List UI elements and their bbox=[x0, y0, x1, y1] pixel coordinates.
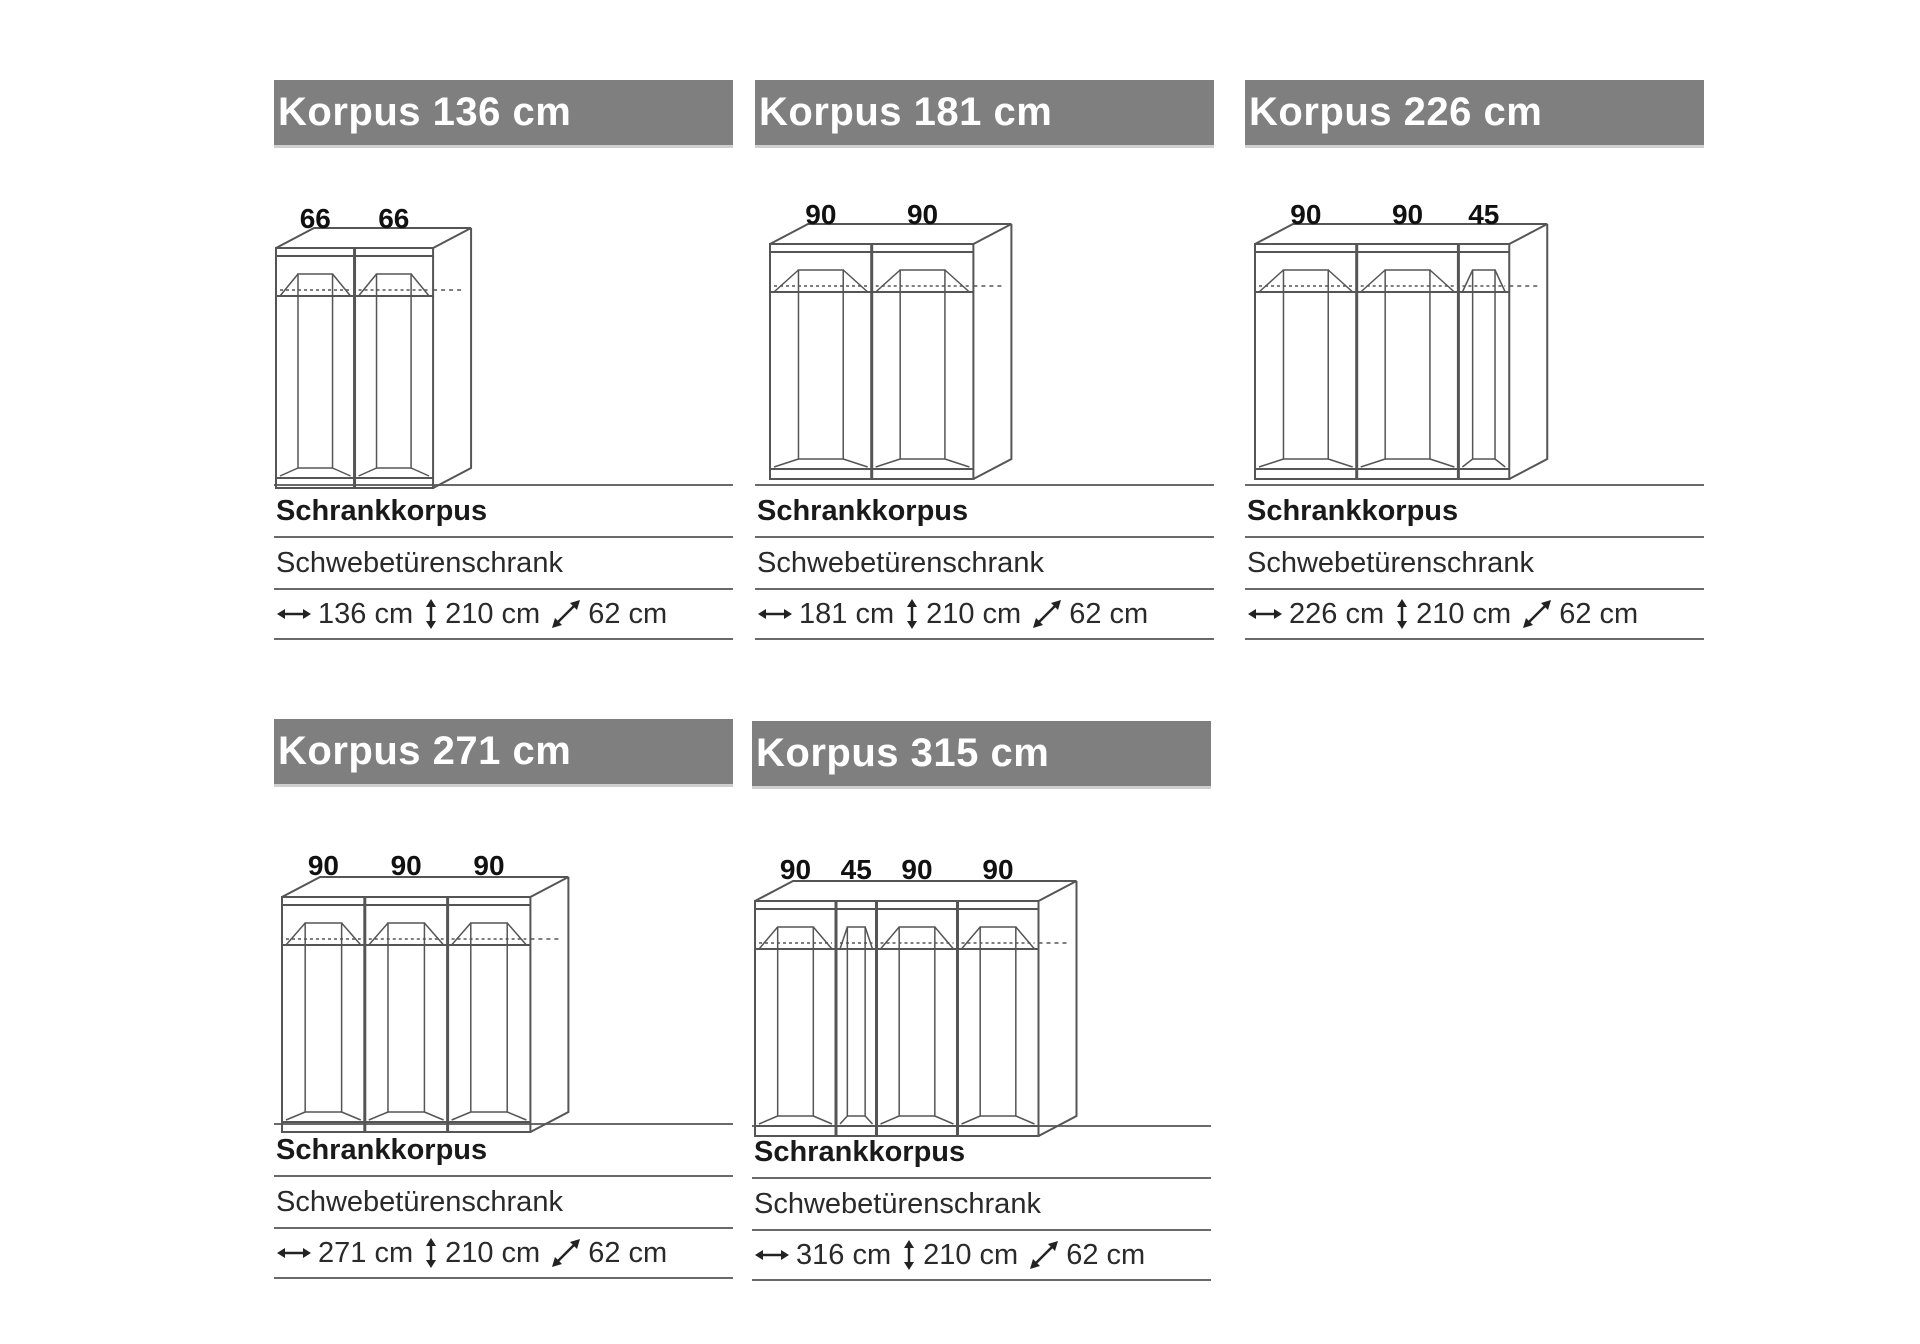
card-korpus-226 bbox=[1245, 80, 1704, 640]
cabinet-side bbox=[1039, 881, 1077, 1136]
info-row-dimensions bbox=[1245, 588, 1704, 640]
product-type: Schwebetürenschrank bbox=[276, 546, 563, 579]
card-title: Korpus 315 cm bbox=[756, 731, 1050, 775]
door-width-label: 90 bbox=[390, 850, 422, 881]
arrow-vertical-icon bbox=[423, 598, 439, 630]
info-row-dimensions bbox=[274, 588, 733, 640]
compartment bbox=[958, 901, 1035, 1136]
wardrobe-svg bbox=[274, 148, 734, 484]
compartment bbox=[448, 897, 527, 1132]
card-header bbox=[755, 80, 1214, 148]
height-value: 210 cm bbox=[923, 1238, 1019, 1271]
door-width-label: 90 bbox=[906, 199, 939, 230]
arrow-diagonal-icon bbox=[1028, 1239, 1060, 1271]
compartment bbox=[280, 274, 351, 476]
card-header bbox=[1245, 80, 1704, 148]
product-type: Schwebetürenschrank bbox=[757, 546, 1044, 579]
info-row-type bbox=[752, 1177, 1211, 1229]
card-header bbox=[274, 719, 733, 787]
wardrobe-svg bbox=[274, 787, 734, 1123]
arrow-horizontal-icon bbox=[1247, 604, 1283, 624]
info-row-dimensions bbox=[274, 1227, 733, 1279]
arrow-vertical-icon bbox=[423, 1237, 439, 1269]
cabinet-side bbox=[530, 877, 568, 1132]
depth-value: 62 cm bbox=[1066, 1238, 1146, 1271]
product-type: Schwebetürenschrank bbox=[276, 1185, 563, 1218]
info-row-dimensions bbox=[752, 1229, 1211, 1281]
dimensions bbox=[1245, 598, 1642, 631]
compartment bbox=[759, 927, 832, 1124]
wardrobe-svg bbox=[1245, 148, 1705, 484]
card-title: Korpus 226 cm bbox=[1249, 90, 1543, 134]
depth-value: 62 cm bbox=[1559, 597, 1639, 630]
door-width-label: 90 bbox=[1391, 199, 1424, 230]
arrow-diagonal-icon bbox=[550, 598, 582, 630]
door-width-label: 66 bbox=[299, 203, 331, 234]
wardrobe-svg bbox=[755, 148, 1215, 484]
wardrobe-drawing bbox=[755, 148, 1214, 484]
arrow-diagonal-icon bbox=[550, 1237, 582, 1269]
depth-value: 62 cm bbox=[588, 597, 668, 630]
card-korpus-181 bbox=[755, 80, 1214, 640]
height-value: 210 cm bbox=[1416, 597, 1512, 630]
arrow-horizontal-icon bbox=[276, 1243, 312, 1263]
product-name: Schrankkorpus bbox=[1247, 494, 1459, 527]
compartment bbox=[1357, 244, 1455, 479]
door-width-label: 90 bbox=[779, 854, 812, 885]
card-header bbox=[274, 80, 733, 148]
dimensions bbox=[752, 1239, 1149, 1272]
cabinet-front bbox=[282, 897, 530, 1132]
arrow-diagonal-icon bbox=[1031, 598, 1063, 630]
compartment bbox=[877, 901, 954, 1136]
door-width-label: 90 bbox=[1290, 199, 1322, 230]
compartment bbox=[836, 901, 873, 1136]
depth-value: 62 cm bbox=[588, 1236, 668, 1269]
height-value: 210 cm bbox=[445, 1236, 541, 1269]
door-width-label: 90 bbox=[901, 854, 933, 885]
dimensions bbox=[274, 1237, 671, 1270]
arrow-vertical-icon bbox=[904, 598, 920, 630]
depth-value: 62 cm bbox=[1069, 597, 1149, 630]
wardrobe-drawing bbox=[1245, 148, 1704, 484]
product-type: Schwebetürenschrank bbox=[1247, 546, 1534, 579]
card-title: Korpus 271 cm bbox=[278, 729, 572, 773]
cabinet-front bbox=[1255, 244, 1509, 479]
dimensions bbox=[755, 598, 1152, 631]
door-width-label: 90 bbox=[307, 850, 339, 881]
cabinet-side bbox=[973, 224, 1011, 479]
card-title: Korpus 181 cm bbox=[759, 90, 1053, 134]
dimensions bbox=[274, 598, 671, 631]
wardrobe-drawing bbox=[274, 148, 733, 484]
arrow-diagonal-icon bbox=[1521, 598, 1553, 630]
card-korpus-315 bbox=[752, 721, 1211, 1281]
arrow-vertical-icon bbox=[901, 1239, 917, 1271]
compartment bbox=[774, 270, 868, 467]
product-name: Schrankkorpus bbox=[276, 494, 488, 527]
compartment bbox=[872, 244, 970, 479]
product-name: Schrankkorpus bbox=[276, 1133, 488, 1166]
info-row-name bbox=[752, 1125, 1211, 1177]
arrow-vertical-icon bbox=[1394, 598, 1410, 630]
door-width-label: 90 bbox=[473, 850, 505, 881]
info-row-type bbox=[755, 536, 1214, 588]
door-width-label: 90 bbox=[982, 854, 1014, 885]
info-row-type bbox=[274, 1175, 733, 1227]
card-title: Korpus 136 cm bbox=[278, 90, 572, 134]
info-row-name bbox=[274, 484, 733, 536]
info-row-type bbox=[1245, 536, 1704, 588]
info-row-name bbox=[755, 484, 1214, 536]
door-width-label: 66 bbox=[378, 203, 410, 234]
height-value: 210 cm bbox=[926, 597, 1022, 630]
compartment bbox=[286, 923, 361, 1120]
door-width-label: 90 bbox=[805, 199, 837, 230]
cabinet-side bbox=[1509, 224, 1547, 479]
card-korpus-136 bbox=[274, 80, 733, 640]
height-value: 210 cm bbox=[445, 597, 541, 630]
arrow-horizontal-icon bbox=[754, 1245, 790, 1265]
card-header bbox=[752, 721, 1211, 789]
width-value: 316 cm bbox=[796, 1238, 892, 1271]
arrow-horizontal-icon bbox=[757, 604, 793, 624]
wardrobe-drawing bbox=[752, 789, 1211, 1125]
wardrobe-drawing bbox=[274, 787, 733, 1123]
product-name: Schrankkorpus bbox=[754, 1135, 966, 1168]
arrow-horizontal-icon bbox=[276, 604, 312, 624]
door-width-label: 45 bbox=[840, 854, 872, 885]
info-row-type bbox=[274, 536, 733, 588]
info-row-name bbox=[274, 1123, 733, 1175]
door-width-label: 45 bbox=[1468, 199, 1500, 230]
width-value: 271 cm bbox=[318, 1236, 414, 1269]
compartment bbox=[1458, 244, 1505, 479]
compartment bbox=[355, 248, 430, 488]
product-name: Schrankkorpus bbox=[757, 494, 969, 527]
wardrobe-svg bbox=[752, 789, 1212, 1125]
width-value: 136 cm bbox=[318, 597, 414, 630]
compartment bbox=[365, 897, 444, 1132]
cabinet-front bbox=[755, 901, 1039, 1136]
compartment bbox=[1259, 270, 1353, 467]
info-row-name bbox=[1245, 484, 1704, 536]
cabinet-side bbox=[433, 228, 471, 488]
product-type: Schwebetürenschrank bbox=[754, 1187, 1041, 1220]
width-value: 181 cm bbox=[799, 597, 895, 630]
width-value: 226 cm bbox=[1289, 597, 1385, 630]
card-korpus-271 bbox=[274, 719, 733, 1279]
info-row-dimensions bbox=[755, 588, 1214, 640]
